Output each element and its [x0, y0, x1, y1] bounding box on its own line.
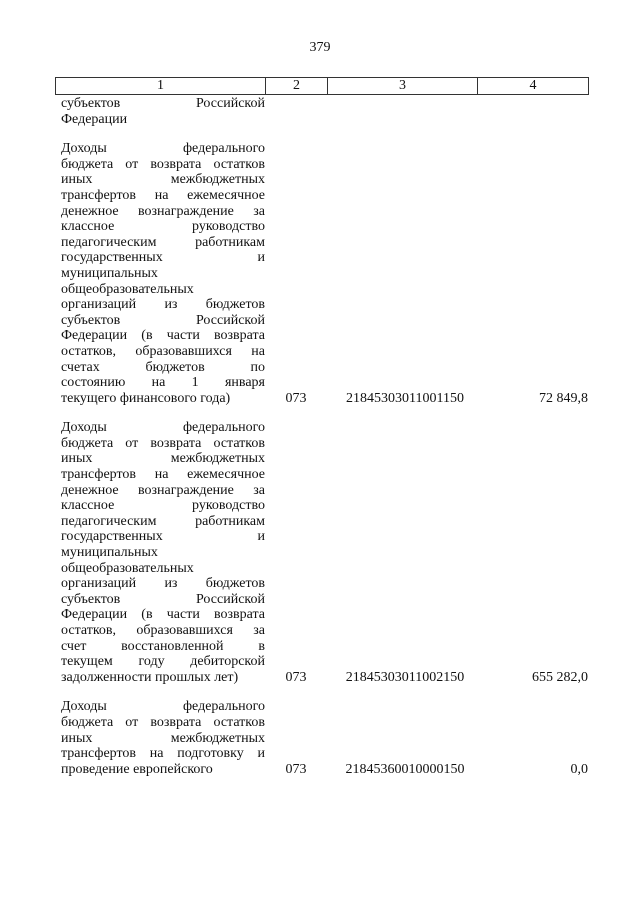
- description-line: бюджета от возврата остатков: [61, 156, 265, 172]
- description-line: проведение европейского: [61, 761, 213, 777]
- description-line: муниципальных: [61, 545, 158, 561]
- description-line: Федерации (в части возврата: [61, 328, 265, 344]
- description-line: классное руководство: [61, 219, 265, 235]
- budget-classification-code: 21845360010000150: [345, 761, 465, 777]
- description-line: Федерации (в части возврата: [61, 607, 265, 623]
- revenue-description: [55, 96, 265, 141]
- description-line: общеобразовательных: [61, 281, 194, 297]
- budget-classification-code: 21845303011001150: [346, 390, 464, 406]
- description-line: общеобразовательных: [61, 560, 194, 576]
- description-line: бюджета от возврата остатков: [61, 435, 265, 451]
- description-line: остатков, образовавшихся за: [61, 623, 265, 638]
- revenue-table: [55, 96, 588, 777]
- table-row: [55, 141, 588, 420]
- description-line: иных межбюджетных: [61, 172, 265, 188]
- description-line: Доходы федерального: [61, 141, 265, 157]
- admin-code: 073: [285, 390, 307, 406]
- table-row: [55, 96, 588, 141]
- description-line: состоянию на 1 января: [61, 375, 265, 391]
- description-line: классное руководство: [61, 498, 265, 514]
- description-line: педагогическим работникам: [61, 513, 265, 529]
- description-line: трансфертов на ежемесячное: [61, 187, 265, 203]
- description-line: задолженности прошлых лет): [61, 669, 239, 685]
- description-line: субъектов Российской: [61, 312, 265, 328]
- amount: [477, 96, 588, 141]
- amount: 72 849,8: [539, 390, 588, 406]
- description-line: трансфертов на ежемесячное: [61, 467, 265, 483]
- revenue-description: [55, 141, 265, 420]
- admin-code: 073: [285, 761, 307, 777]
- revenue-description: [55, 420, 265, 699]
- amount: 655 282,0: [532, 669, 588, 685]
- column-header-row: [55, 77, 589, 95]
- description-line: организаций из бюджетов: [61, 297, 265, 313]
- description-line: текущем году дебиторской: [61, 654, 265, 670]
- description-line: счет восстановленной в: [61, 638, 265, 654]
- page-number: 379: [309, 40, 331, 55]
- description-line: муниципальных: [61, 265, 158, 281]
- description-line: иных межбюджетных: [61, 451, 265, 467]
- description-line: субъектов Российской: [61, 96, 265, 111]
- description-line: денежное вознаграждение за: [61, 482, 265, 498]
- description-line: субъектов Российской: [61, 591, 265, 607]
- description-line: Доходы федерального: [61, 699, 265, 715]
- description-line: государственных и: [61, 529, 265, 545]
- description-line: педагогическим работникам: [61, 234, 265, 250]
- description-line: иных межбюджетных: [61, 730, 265, 746]
- column-header-4: 4: [478, 78, 589, 95]
- description-line: трансфертов на подготовку и: [61, 746, 265, 762]
- column-header-2: 2: [266, 78, 328, 95]
- description-line: счетах бюджетов по: [61, 359, 265, 375]
- description-line: остатков, образовавшихся на: [61, 343, 265, 359]
- description-line: бюджета от возврата остатков: [61, 714, 265, 730]
- admin-code: 073: [285, 669, 307, 685]
- budget-classification-code: 21845303011002150: [345, 669, 465, 685]
- description-line: Доходы федерального: [61, 420, 265, 436]
- description-line: текущего финансового года): [61, 390, 231, 406]
- description-line: государственных и: [61, 250, 265, 266]
- amount: 0,0: [570, 761, 588, 777]
- table-row: [55, 699, 588, 777]
- table-row: [55, 420, 588, 699]
- column-header-3: 3: [328, 78, 478, 95]
- column-header-1: 1: [56, 78, 266, 95]
- description-line: Федерации: [61, 111, 128, 127]
- admin-code: [265, 96, 327, 141]
- revenue-description: [55, 699, 265, 777]
- description-line: организаций из бюджетов: [61, 576, 265, 592]
- description-line: денежное вознаграждение за: [61, 203, 265, 219]
- budget-classification-code: [327, 96, 477, 141]
